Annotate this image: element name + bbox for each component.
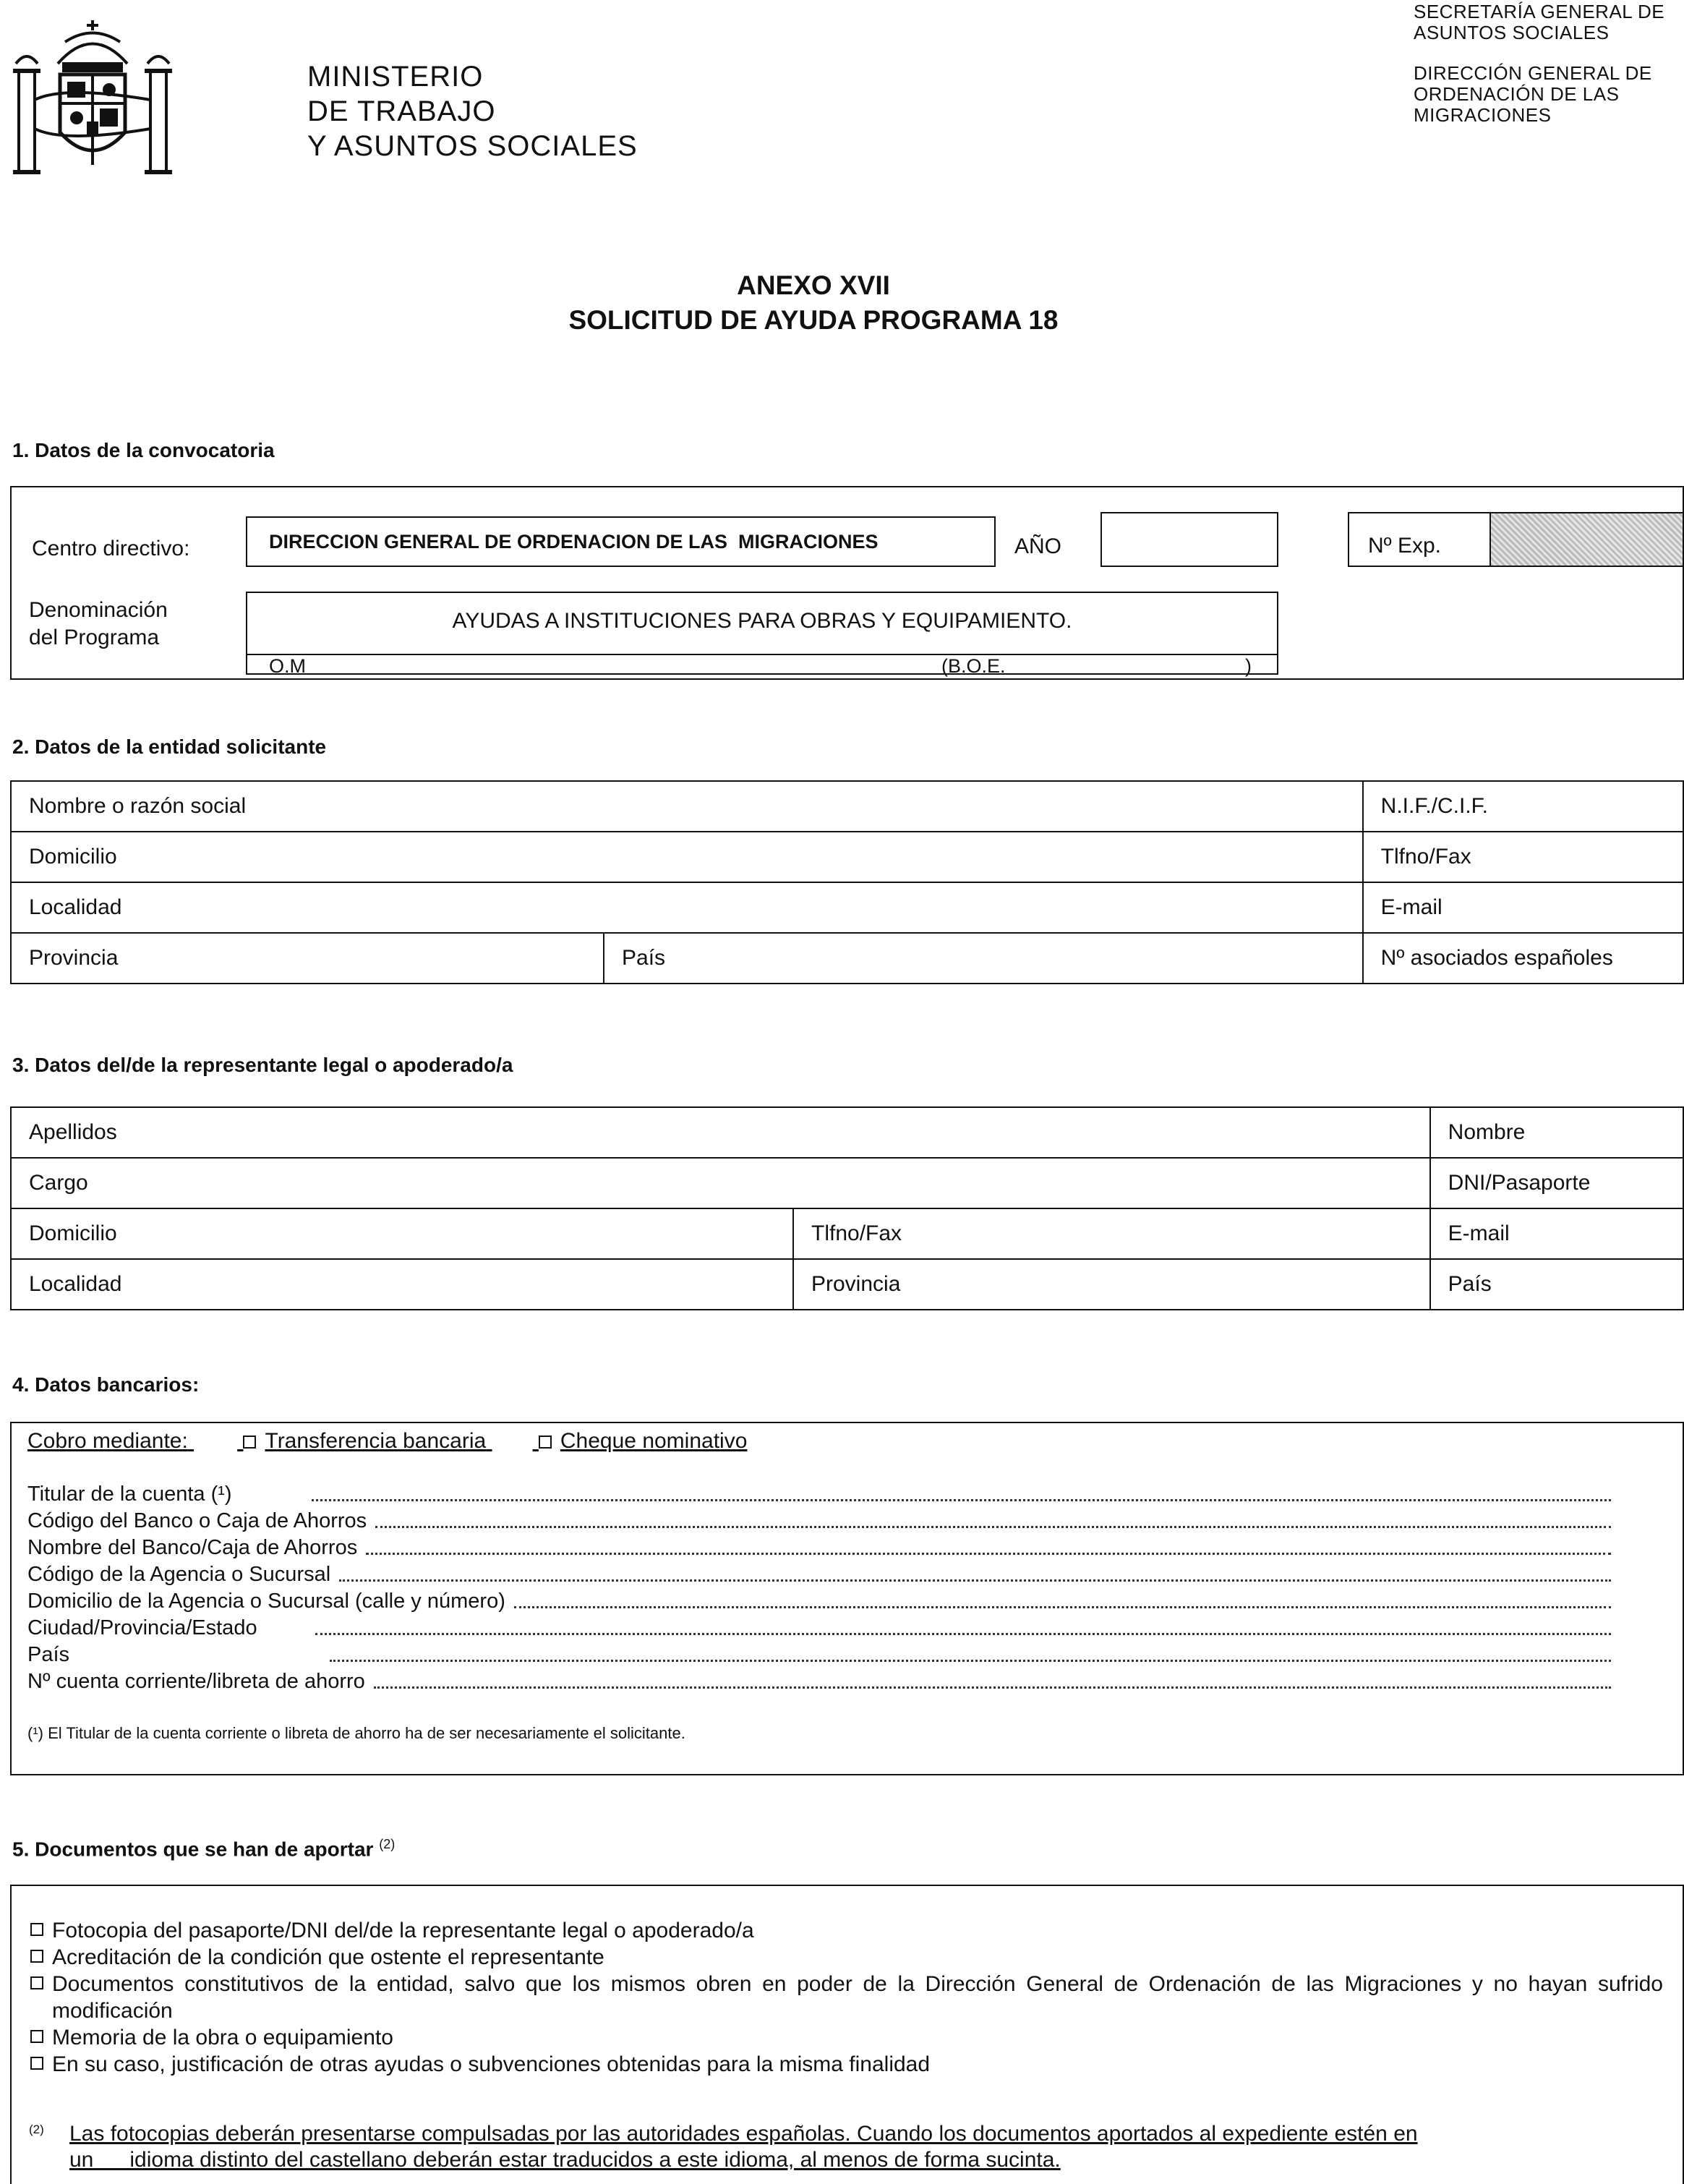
ministry-line: Y ASUNTOS SOCIALES	[307, 130, 638, 162]
denominacion-label-line: del Programa	[29, 626, 160, 649]
secretaria-line: SECRETARÍA GENERAL DE	[1414, 1, 1665, 22]
document-label: En su caso, justificación de otras ayudas o subvenciones obtenidas para la misma finalidad	[52, 2052, 931, 2076]
bank-line[interactable]	[27, 1561, 1611, 1588]
programa-field[interactable]	[246, 592, 1278, 675]
document-checkbox[interactable]	[30, 2030, 43, 2043]
ministry-name	[307, 59, 638, 163]
centro-label: Centro directivo:	[32, 537, 190, 560]
bank-line[interactable]	[27, 1535, 1611, 1561]
boe-label: (B.O.E.	[941, 655, 1006, 677]
cheque-label: Cheque nominativo	[560, 1429, 748, 1453]
bank-line-label: Código del Banco o Caja de Ahorros	[27, 1509, 367, 1532]
section4-heading: 4. Datos bancarios:	[12, 1373, 200, 1396]
bank-line-label: Nombre del Banco/Caja de Ahorros	[27, 1536, 358, 1559]
nexp-field[interactable]	[1348, 512, 1684, 567]
bank-line[interactable]	[27, 1481, 1611, 1508]
direccion-line: MIGRACIONES	[1414, 104, 1552, 126]
bank-line-label: Ciudad/Provincia/Estado	[27, 1616, 257, 1639]
anio-field[interactable]	[1100, 512, 1278, 567]
bank-line-label: Domicilio de la Agencia o Sucursal (calle y número)	[27, 1590, 505, 1613]
entity-table	[10, 780, 1684, 984]
document-item[interactable]	[30, 1971, 1672, 2024]
nif-cell[interactable]: N.I.F./C.I.F.	[1363, 781, 1683, 832]
direccion-line: DIRECCIÓN GENERAL DE	[1414, 62, 1652, 84]
provincia-cell[interactable]: Provincia	[11, 933, 604, 984]
document-checkbox[interactable]	[30, 1923, 43, 1936]
pais-cell[interactable]: País	[1430, 1259, 1683, 1310]
centro-value: DIRECCION GENERAL DE ORDENACION DE LAS MIGRACIONES	[269, 531, 879, 553]
bank-line-label: Titular de la cuenta (¹)	[27, 1483, 232, 1506]
section3-heading: 3. Datos del/de la representante legal o apoderado/a	[12, 1054, 513, 1076]
direccion-line: ORDENACIÓN DE LAS	[1414, 83, 1620, 105]
dni-cell[interactable]: DNI/Pasaporte	[1430, 1158, 1683, 1208]
nexp-shaded-area	[1489, 513, 1683, 566]
ministry-line: DE TRABAJO	[307, 95, 496, 127]
documents-list	[30, 1917, 1672, 2078]
tlfno-cell[interactable]: Tlfno/Fax	[1363, 832, 1683, 882]
nombre-cell[interactable]: Nombre o razón social	[11, 781, 1363, 832]
bank-line-label: Nº cuenta corriente/libreta de ahorro	[27, 1670, 365, 1693]
section1-heading: 1. Datos de la convocatoria	[12, 439, 275, 461]
denominacion-label	[29, 597, 168, 652]
department-block	[1414, 1, 1664, 126]
secretaria-line: ASUNTOS SOCIALES	[1414, 22, 1610, 43]
bank-box	[10, 1422, 1684, 1775]
apellidos-cell[interactable]: Apellidos	[11, 1107, 1430, 1158]
document-label: Memoria de la obra o equipamiento	[52, 2026, 393, 2049]
bank-line[interactable]	[27, 1508, 1611, 1535]
domicilio-cell[interactable]: Domicilio	[11, 832, 1363, 882]
transferencia-checkbox[interactable]	[243, 1436, 256, 1449]
bank-line-label: Código de la Agencia o Sucursal	[27, 1563, 331, 1586]
localidad-cell[interactable]: Localidad	[11, 1259, 793, 1310]
form-title: SOLICITUD DE AYUDA PROGRAMA 18	[568, 305, 1059, 335]
representative-table	[10, 1106, 1684, 1310]
centro-field[interactable]	[246, 516, 996, 567]
coat-of-arms-icon	[6, 13, 179, 190]
bank-note: (¹) El Titular de la cuenta corriente o libreta de ahorro ha de ser necesariamente el solicitante.	[27, 1724, 685, 1742]
boe-close: )	[1245, 655, 1252, 677]
ministry-line: MINISTERIO	[307, 61, 484, 93]
pais-cell[interactable]: País	[604, 933, 1363, 984]
document-checkbox[interactable]	[30, 1950, 43, 1963]
section5-footnote-ref: (2)	[379, 1837, 396, 1851]
transferencia-label: Transferencia bancaria	[265, 1429, 487, 1453]
tlfno-cell[interactable]: Tlfno/Fax	[793, 1208, 1430, 1259]
document-checkbox[interactable]	[30, 1976, 43, 1989]
bank-lines	[27, 1481, 1611, 1695]
annex-title: ANEXO XVII	[737, 270, 890, 300]
bank-line[interactable]	[27, 1588, 1611, 1615]
domicilio-cell[interactable]: Domicilio	[11, 1208, 793, 1259]
localidad-cell[interactable]: Localidad	[11, 882, 1363, 933]
document-checkbox[interactable]	[30, 2057, 43, 2070]
document-item[interactable]	[30, 2051, 1672, 2078]
document-label: Documentos constitutivos de la entidad, salvo que los mismos obren en poder de la Dirección General de Ordenación de las Migraciones y no hayan sufrido modificación	[52, 1972, 1663, 2023]
bank-line[interactable]	[27, 1615, 1611, 1642]
document-item[interactable]	[30, 2024, 1672, 2051]
cobro-row	[27, 1429, 747, 1454]
note-line: Las fotocopias deberán presentarse compulsadas por las autoridades españolas. Cuando los documentos aportados al expediente estén en	[69, 2122, 1418, 2146]
documents-note	[29, 2121, 1670, 2173]
provincia-cell[interactable]: Provincia	[793, 1259, 1430, 1310]
nombre-cell[interactable]: Nombre	[1430, 1107, 1683, 1158]
asociados-cell[interactable]: Nº asociados españoles	[1363, 933, 1683, 984]
document-label: Acreditación de la condición que ostente el representante	[52, 1945, 604, 1969]
anio-label: AÑO	[1014, 534, 1062, 558]
bank-line-label: País	[27, 1643, 70, 1666]
bank-line[interactable]	[27, 1668, 1611, 1695]
document-label: Fotocopia del pasaporte/DNI del/de la representante legal o apoderado/a	[52, 1919, 754, 1942]
cobro-label: Cobro mediante:	[27, 1429, 188, 1453]
note-line: un idioma distinto del castellano deberán estar traducidos a este idioma, al menos de forma sucinta.	[69, 2148, 1061, 2172]
documents-box	[10, 1885, 1684, 2184]
email-cell[interactable]: E-mail	[1430, 1208, 1683, 1259]
cargo-cell[interactable]: Cargo	[11, 1158, 1430, 1208]
bank-line[interactable]	[27, 1642, 1611, 1668]
om-label: O.M	[269, 655, 306, 677]
document-item[interactable]	[30, 1917, 1672, 1944]
section5-heading	[12, 1837, 395, 1861]
nexp-label: Nº Exp.	[1368, 534, 1441, 558]
email-cell[interactable]: E-mail	[1363, 882, 1683, 933]
cheque-checkbox[interactable]	[539, 1436, 552, 1449]
programa-value: AYUDAS A INSTITUCIONES PARA OBRAS Y EQUIPAMIENTO.	[452, 609, 1072, 633]
document-item[interactable]	[30, 1944, 1672, 1971]
note-footnote-ref: (2)	[29, 2123, 44, 2136]
section5-heading-text: 5. Documentos que se han de aportar	[12, 1838, 374, 1861]
section2-heading: 2. Datos de la entidad solicitante	[12, 735, 327, 758]
denominacion-label-line: Denominación	[29, 598, 168, 622]
